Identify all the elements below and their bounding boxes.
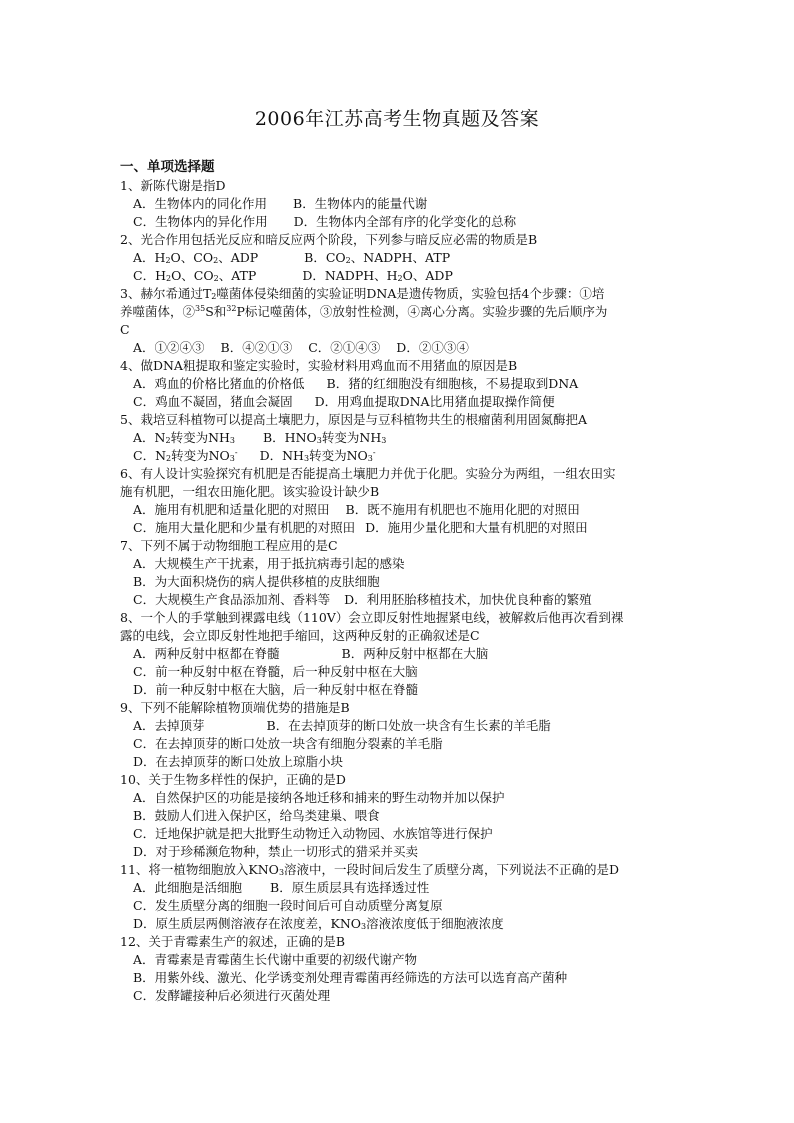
- option: D．②①③④: [396, 340, 469, 355]
- text-run: B．CO: [304, 250, 346, 265]
- option: A．鸡血的价格比猪血的价格低: [133, 376, 305, 391]
- question-stem: [120, 303, 680, 321]
- option: D．在去掉顶芽的断口处放上琼脂小块: [133, 754, 344, 769]
- text-run: D．原生质层两侧溶液存在浓度差，KNO: [133, 916, 362, 931]
- option: B．鼓励人们进入保护区，给鸟类建巢、喂食: [133, 808, 380, 823]
- option: B．既不施用有机肥也不施用化肥的对照田: [345, 502, 580, 517]
- text-run: 10、关于生物多样性的保护，正确的是D: [120, 772, 346, 787]
- option: [263, 430, 386, 445]
- answer-line: [120, 321, 680, 339]
- text-run: 9、下列不能解除植物顶端优势的措施是B: [120, 700, 350, 715]
- question-stem: [120, 465, 680, 483]
- text-run: 1、新陈代谢是指D: [120, 178, 226, 193]
- question-stem: [120, 285, 680, 303]
- options-row: [120, 645, 680, 663]
- subscript-text: 3: [278, 868, 285, 877]
- option: C．前一种反射中枢在脊髓，后一种反射中枢在大脑: [133, 664, 418, 679]
- options-row: [120, 951, 680, 969]
- options-row: [120, 429, 680, 447]
- option: [133, 250, 258, 265]
- options-row: [120, 591, 680, 609]
- options-row: [120, 969, 680, 987]
- option: A．青霉素是青霉菌生长代谢中重要的初级代谢产物: [133, 952, 418, 967]
- subscript-text: 2: [166, 454, 172, 463]
- text-run: 12、关于青霉素生产的叙述，正确的是B: [120, 934, 346, 949]
- text-run: O、CO: [170, 250, 214, 265]
- text-run: B．HNO: [263, 430, 317, 445]
- question-stem: [120, 357, 680, 375]
- question-stem: [120, 231, 680, 249]
- question-stem: [120, 699, 680, 717]
- option: C．迁地保护就是把大批野生动物迁入动物园、水族馆等进行保护: [133, 826, 493, 841]
- subscript-text: 3: [367, 454, 373, 463]
- text-run: 8、一个人的手掌触到裸露电线（110V）会立即反射性地握紧电线，被解救后他再次看到裸: [120, 610, 624, 625]
- subscript-text: 2: [165, 274, 172, 283]
- question-stem: [120, 609, 680, 627]
- option: [133, 448, 238, 463]
- superscript-text: -: [234, 448, 238, 457]
- subscript-text: 2: [345, 256, 351, 265]
- options-row: [120, 897, 680, 915]
- text-run: C．H: [133, 268, 166, 283]
- question-list: [120, 177, 680, 1005]
- text-run: O、CO: [171, 268, 214, 283]
- options-row: [120, 843, 680, 861]
- options-row: [120, 555, 680, 573]
- option: C．发生质壁分离的细胞一段时间后可自动质壁分离复原: [133, 898, 443, 913]
- subscript-text: 3: [229, 436, 235, 445]
- option: [133, 916, 504, 931]
- text-run: 3、赫尔希通过T: [120, 286, 212, 301]
- option: A．自然保护区的功能是接纳各地迁移和捕来的野生动物并加以保护: [133, 790, 505, 805]
- text-run: C: [120, 322, 130, 337]
- option: [304, 250, 450, 265]
- section-heading: 一、单项选择题: [120, 159, 215, 175]
- text-run: A．N: [133, 430, 166, 445]
- option: [260, 448, 376, 463]
- question-stem: [120, 627, 680, 645]
- options-row: [120, 267, 680, 285]
- text-run: 转变为NO: [309, 448, 368, 463]
- option: A．两种反射中枢都在脊髓: [133, 646, 280, 661]
- options-row: [120, 753, 680, 771]
- text-run: 4、做DNA粗提取和鉴定实验时，实验材料用鸡血而不用猪血的原因是B: [120, 358, 518, 373]
- option: C．②①④③: [308, 340, 381, 355]
- superscript-text: -: [372, 448, 376, 457]
- option: D．对于珍稀濒危物种，禁止一切形式的猎采并买卖: [133, 844, 419, 859]
- option: B．生物体内的能量代谢: [293, 196, 428, 211]
- question-stem: [120, 411, 680, 429]
- option: C．在去掉顶芽的断口处放一块含有细胞分裂素的羊毛脂: [133, 736, 443, 751]
- options-row: [120, 195, 680, 213]
- text-run: 溶液中，一段时间后发生了质壁分离，下列说法不正确的是D: [284, 862, 620, 877]
- question-stem: [120, 861, 680, 879]
- options-row: [120, 717, 680, 735]
- options-row: [120, 375, 680, 393]
- text-run: D．NH: [259, 448, 304, 463]
- subscript-text: 2: [397, 274, 403, 283]
- text-run: P标记噬菌体，③放射性检测，④离心分离。实验步骤的先后顺序为: [236, 304, 608, 319]
- text-run: 2、光合作用包括光反应和暗反应两个阶段，下列参与暗反应必需的物质是B: [120, 232, 538, 247]
- text-run: 6、有人设计实验探究有机肥是否能提高土壤肥力并优于化肥。实验分为两组，一组农田实: [120, 466, 616, 481]
- options-row: [120, 519, 680, 537]
- text-run: 转变为NH: [321, 430, 382, 445]
- text-run: D．NADPH、H: [302, 268, 398, 283]
- subscript-text: 2: [165, 256, 171, 265]
- options-row: [120, 681, 680, 699]
- option: C．大规模生产食品添加剂、香料等: [133, 592, 331, 607]
- option: D．生物体内全部有序的化学变化的总称: [293, 214, 517, 229]
- text-run: 、NADPH、ATP: [350, 250, 451, 265]
- question-stem: [120, 483, 680, 501]
- question-stem: [120, 537, 680, 555]
- options-row: [120, 213, 680, 231]
- text-run: 转变为NH: [170, 430, 230, 445]
- option: B．④②①③: [220, 340, 293, 355]
- options-row: [120, 807, 680, 825]
- option: A．去掉顶芽: [133, 718, 205, 733]
- option: [133, 268, 256, 283]
- text-run: A．H: [133, 250, 166, 265]
- question-stem: [120, 771, 680, 789]
- superscript-text: 32: [226, 304, 237, 313]
- text-run: 溶液浓度低于细胞液浓度: [366, 916, 504, 931]
- text-run: 施有机肥，一组农田施化肥。该实验设计缺少B: [120, 484, 380, 499]
- option: A．施用有机肥和适量化肥的对照田: [133, 502, 330, 517]
- page-title: 2006年江苏高考生物真题及答案: [254, 108, 540, 130]
- text-run: O、ADP: [402, 268, 453, 283]
- option: [133, 430, 235, 445]
- option: D．前一种反射中枢在大脑，后一种反射中枢在脊髓: [133, 682, 419, 697]
- option: A．此细胞是活细胞: [133, 880, 243, 895]
- question-stem: [120, 933, 680, 951]
- subscript-text: 3: [381, 436, 387, 445]
- options-row: [120, 249, 680, 267]
- text-run: C．N: [133, 448, 167, 463]
- option: A．①②④③: [133, 340, 205, 355]
- options-row: [120, 573, 680, 591]
- subscript-text: 2: [165, 436, 171, 445]
- options-row: [120, 987, 680, 1005]
- option: C．生物体内的异化作用: [133, 214, 268, 229]
- subscript-text: 2: [213, 274, 219, 283]
- subscript-text: 2: [211, 292, 217, 301]
- option: C．施用大量化肥和少量有机肥的对照田: [133, 520, 356, 535]
- options-row: [120, 447, 680, 465]
- text-run: 11、将一植物细胞放入KNO: [120, 862, 279, 877]
- text-run: 养噬菌体，②: [120, 304, 196, 319]
- option: B．猪的红细胞没有细胞核，不易提取到DNA: [326, 376, 579, 391]
- option: B．原生质层具有选择透过性: [270, 880, 430, 895]
- text-run: 、ATP: [218, 268, 257, 283]
- option: D．用鸡血提取DNA比用猪血提取操作简便: [314, 394, 555, 409]
- option: D．施用少量化肥和大量有机肥的对照田: [365, 520, 588, 535]
- subscript-text: 3: [361, 922, 367, 931]
- option: C．鸡血不凝固，猪血会凝固: [133, 394, 293, 409]
- text-run: 5、栽培豆科植物可以提高土壤肥力，原因是与豆科植物共生的根瘤菌利用固氮酶把A: [120, 412, 587, 427]
- option: A．生物体内的同化作用: [133, 196, 268, 211]
- options-row: [120, 879, 680, 897]
- superscript-text: 35: [195, 304, 206, 313]
- options-row: [120, 663, 680, 681]
- option: B．为大面积烧伤的病人提供移植的皮肤细胞: [133, 574, 380, 589]
- options-row: [120, 789, 680, 807]
- option: D．利用胚胎移植技术，加快优良种畜的繁殖: [344, 592, 592, 607]
- text-run: 、ADP: [218, 250, 259, 265]
- option: B．两种反射中枢都在大脑: [341, 646, 489, 661]
- text-run: 转变为NO: [171, 448, 230, 463]
- option: B．用紫外线、激光、化学诱变剂处理青霉菌再经筛选的方法可以选育高产菌种: [133, 970, 568, 985]
- text-run: S和: [205, 304, 227, 319]
- text-run: 露的电线，会立即反射性地把手缩回，这两种反射的正确叙述是C: [120, 628, 480, 643]
- option: B．在去掉顶芽的断口处放一块含有生长素的羊毛脂: [266, 718, 551, 733]
- options-row: [120, 825, 680, 843]
- options-row: [120, 501, 680, 519]
- subscript-text: 3: [316, 436, 322, 445]
- option: C．发酵罐接种后必须进行灭菌处理: [133, 988, 331, 1003]
- subscript-text: 3: [229, 454, 235, 463]
- option: [302, 268, 453, 283]
- text-run: 7、下列不属于动物细胞工程应用的是C: [120, 538, 338, 553]
- subscript-text: 2: [213, 256, 219, 265]
- options-row: [120, 339, 680, 357]
- options-row: [120, 915, 680, 933]
- options-row: [120, 393, 680, 411]
- subscript-text: 3: [303, 454, 310, 463]
- options-row: [120, 735, 680, 753]
- question-stem: [120, 177, 680, 195]
- option: A．大规模生产干扰素，用于抵抗病毒引起的感染: [133, 556, 405, 571]
- text-run: 噬菌体侵染细菌的实验证明DNA是遗传物质，实验包括4个步骤：①培: [216, 286, 605, 301]
